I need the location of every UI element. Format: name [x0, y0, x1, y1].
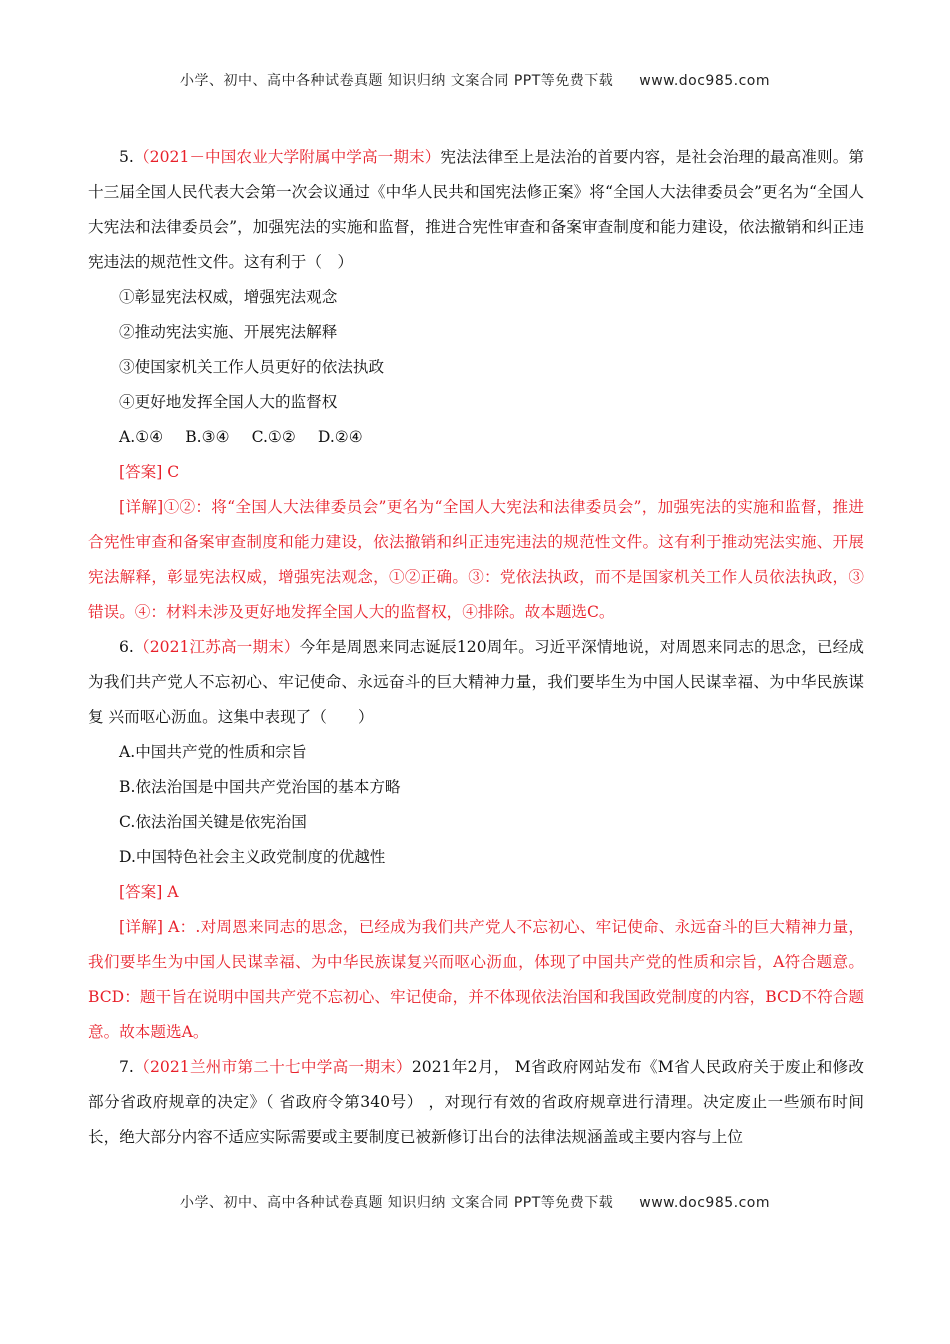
- statement-item: ②推动宪法实施、开展宪法解释: [119, 323, 338, 341]
- answer-label: [答案] A: [119, 883, 179, 901]
- option-b: B.③④: [185, 428, 230, 446]
- question-6: [88, 630, 864, 1050]
- header-text: 小学、初中、高中各种试卷真题 知识归纳 文案合同 PPT等免费下载: [179, 73, 614, 89]
- question-7: [88, 1050, 864, 1155]
- option-a: A.中国共产党的性质和宗旨: [119, 743, 307, 761]
- question-5-stem: [88, 140, 864, 280]
- question-source: （2021兰州市第二十七中学高一期末）: [133, 1058, 412, 1076]
- header-site-link[interactable]: www.doc985.com: [639, 73, 771, 89]
- question-7-stem: [88, 1050, 864, 1155]
- answer-label: [答案] C: [119, 463, 180, 481]
- footer-site-link[interactable]: www.doc985.com: [639, 1195, 771, 1211]
- question-6-stem: [88, 630, 864, 735]
- page-header: [0, 70, 950, 90]
- question-number: 7.: [119, 1058, 134, 1076]
- option-a: A.①④: [119, 428, 164, 446]
- option-c: C.①②: [251, 428, 296, 446]
- question-text: 今年是周恩来同志诞辰120周年。习近平深情地说，对周恩来同志的思念，已经成为我们共产党人不忘初心、牢记使命、永远奋斗的巨大精神力量，我们要毕生为中国人民谋幸福、为中华民族谋复 兴而呕心沥血。这集中表现了（ ）: [88, 638, 865, 726]
- page-footer: [0, 1192, 950, 1212]
- question-5: [88, 140, 864, 630]
- explanation: [详解] A：.对周恩来同志的思念，已经成为我们共产党人不忘初心、牢记使命、永远奋斗的巨大精神力量，我们要毕生为中国人民谋幸福、为中华民族谋复兴而呕心沥血，体现了中国共产党的性质和宗旨，A符合题意。BCD：题干旨在说明中国共产党不忘初心、牢记使命，并不体现依法治国和我国政党制度的内容，BCD不符合题意。故本题选A。: [88, 918, 864, 1041]
- statement-item: ①彰显宪法权威，增强宪法观念: [119, 288, 338, 306]
- statement-item: ④更好地发挥全国人大的监督权: [119, 393, 338, 411]
- question-text: 宪法法律至上是法治的首要内容，是社会治理的最高准则。第十三届全国人民代表大会第一次会议通过《中华人民共和国宪法修正案》将“全国人大法律委员会”更名为“全国人大宪法和法律委员会”，加强宪法的实施和监督，推进合宪性审查和备案审查制度和能力建设，依法撤销和纠正违宪违法的规范性文件。这有利于（ ）: [88, 148, 864, 271]
- option-b: B.依法治国是中国共产党治国的基本方略: [119, 778, 401, 796]
- question-source: （2021－中国农业大学附属中学高一期末）: [133, 148, 441, 166]
- explanation: [详解]①②：将“全国人大法律委员会”更名为“全国人大宪法和法律委员会”，加强宪法的实施和监督，推进合宪性审查和备案审查制度和能力建设，依法撤销和纠正违宪违法的规范性文件。这有利于推动宪法实施、开展宪法解释，彰显宪法权威，增强宪法观念，①②正确。③：党依法执政，而不是国家机关工作人员依法执政，③错误。④：材料未涉及更好地发挥全国人大的监督权，④排除。故本题选C。: [88, 498, 864, 621]
- question-number: 6.: [119, 638, 134, 656]
- question-text: 2021年2月， M省政府网站发布《M省人民政府关于废止和修改部分省政府规章的决定》（ 省政府令第340号） ，对现行有效的省政府规章进行清理。决定废止一些颁布时间长，绝大部分内容不适应实际需要或主要制度已被新修订出台的法律法规涵盖或主要内容与上位: [88, 1058, 864, 1146]
- footer-text: 小学、初中、高中各种试卷真题 知识归纳 文案合同 PPT等免费下载: [179, 1195, 614, 1211]
- option-d: D.②④: [317, 428, 363, 446]
- document-body: [88, 140, 864, 1155]
- option-d: D.中国特色社会主义政党制度的优越性: [119, 848, 386, 866]
- answer-options: [88, 420, 864, 455]
- question-number: 5.: [119, 148, 134, 166]
- question-source: （2021江苏高一期末）: [133, 638, 300, 656]
- option-c: C.依法治国关键是依宪治国: [119, 813, 307, 831]
- statement-item: ③使国家机关工作人员更好的依法执政: [119, 358, 385, 376]
